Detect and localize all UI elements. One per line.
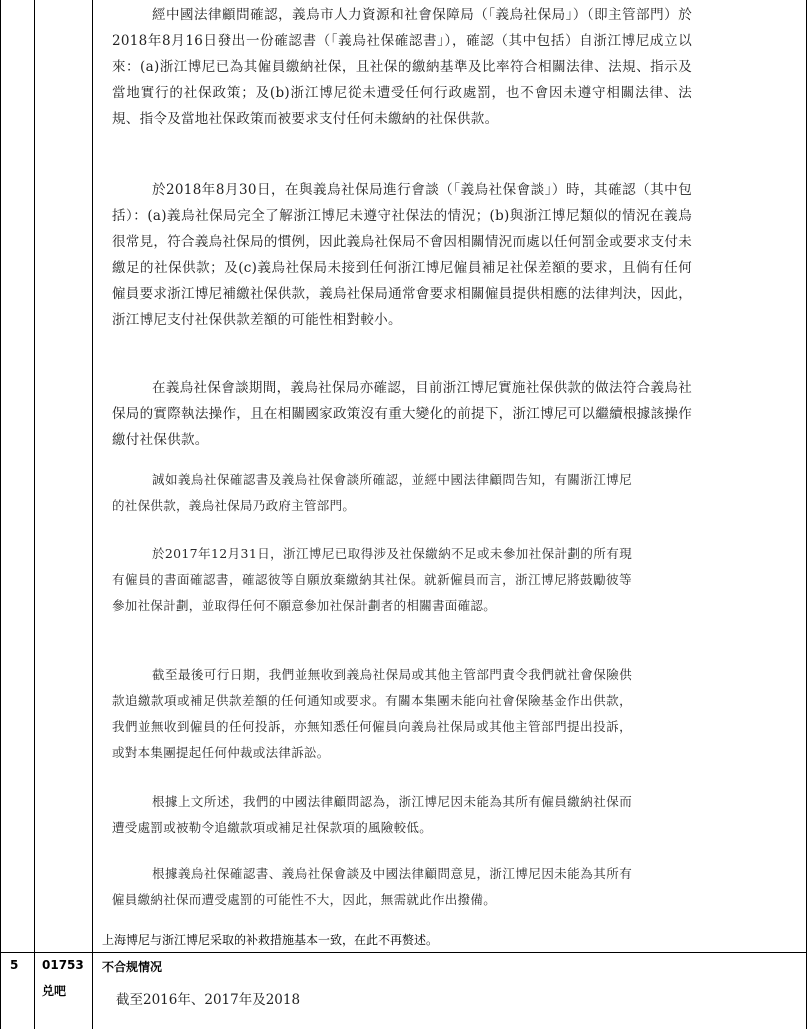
table-column-divider-2 (92, 0, 93, 1029)
noncompliance-heading: 不合规情况 (102, 960, 163, 974)
paragraph-2: 於2018年8月30日，在與義烏社保局進行會談（「義烏社保會談」）時，其確認（其中包括）：(a)義烏社保局完全了解浙江博尼未遵守社保法的情況；(b)與浙江博尼類似的情況在義烏很常見，符合義烏社保局的慣例，因此義烏社保局不會因相關情況而處以任何罰金或要求支付未繳足的社保供款；及(c)義烏社保局未接到任何浙江博尼僱員補足社保差額的要求，且倘有任何僱員要求浙江博尼補繳社保供款，義烏社保局通常會要求相關僱員提供相應的法律判決，因此，浙江博尼支付社保供款差額的可能性相對較小。 (112, 182, 692, 328)
table-column-divider-1 (34, 0, 35, 1029)
paragraph-5: 於2017年12月31日，浙江博尼已取得涉及社保繳納不足或未參加社保計劃的所有現有僱員的書面確認書，確認彼等自願放棄繳納其社保。就新僱員而言，浙江博尼將鼓勵彼等參加社保計劃，並取得任何不願意參加社保計劃者的相關書面確認。 (112, 546, 632, 613)
remediation-note: 上海博尼与浙江博尼采取的补救措施基本一致，在此不再赘述。 (102, 933, 439, 947)
paragraph-4: 誠如義烏社保確認書及義烏社保會談所確認，並經中國法律顧問告知，有關浙江博尼的社保供款，義烏社保局乃政府主管部門。 (112, 472, 632, 513)
table-row-divider (0, 952, 807, 953)
paragraph-3: 在義烏社保會談期間，義烏社保局亦確認，目前浙江博尼實施社保供款的做法符合義烏社保局的實際執法操作，且在相關國家政策沒有重大變化的前提下，浙江博尼可以繼續根據該操作繳付社保供款。 (112, 380, 692, 448)
row-number: 5 (10, 958, 19, 972)
paragraph-1: 經中國法律顧問確認，義烏市人力資源和社會保障局（「義烏社保局」）（即主管部門）於2018年8月16日發出一份確認書（「義烏社保確認書」），確認（其中包括）自浙江博尼成立以來：(a)浙江博尼已為其僱員繳納社保，且社保的繳納基準及比率符合相關法律、法規、指示及當地實行的社保政策；及(b)浙江博尼從未遭受任何行政處罰，也不會因未遵守相關法律、法規、指令及當地社保政策而被要求支付任何未繳納的社保供款。 (112, 7, 692, 127)
noncompliance-text: 截至2016年、2017年及2018 (116, 992, 301, 1008)
stock-code: 01753 (42, 958, 84, 972)
paragraph-6: 截至最後可行日期，我們並無收到義烏社保局或其他主管部門責令我們就社會保險供款追繳款項或補足供款差額的任何通知或要求。有關本集團未能向社會保險基金作出供款，我們並無收到僱員的任何投訴，亦無知悉任何僱員向義烏社保局或其他主管部門提出投訴，或對本集團提起任何仲裁或法律訴訟。 (112, 667, 632, 760)
table-border-left (0, 0, 1, 1029)
table-border-right (806, 0, 807, 1029)
paragraph-7: 根據上文所述，我們的中國法律顧問認為，浙江博尼因未能為其所有僱員繳納社保而遭受處罰或被勒令追繳款項或補足社保款項的風險較低。 (112, 794, 632, 835)
company-name: 兑吧 (42, 984, 67, 998)
paragraph-8: 根據義烏社保確認書、義烏社保會談及中國法律顧問意見，浙江博尼因未能為其所有僱員繳納社保而遭受處罰的可能性不大，因此，無需就此作出撥備。 (112, 866, 632, 907)
